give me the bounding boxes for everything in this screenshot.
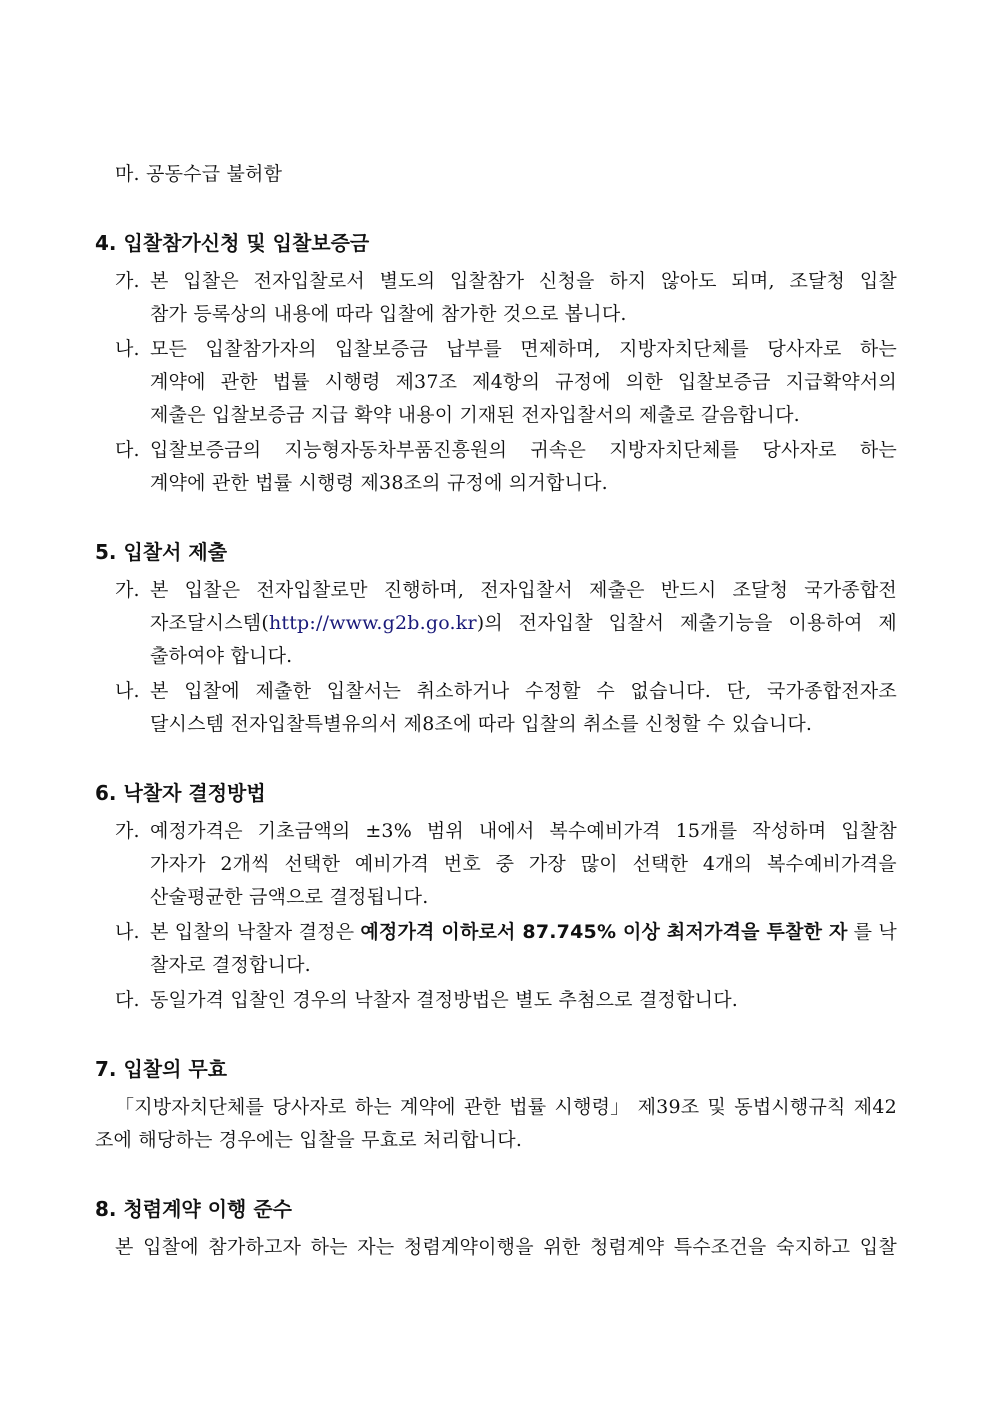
section-4-na-line1 <box>150 336 897 362</box>
word: 제출한 <box>255 680 312 702</box>
item-ma-joint-supply: 마. 공동수급 불허함 <box>115 163 283 185</box>
word: 본 <box>150 579 169 601</box>
word: 숙지하고 <box>776 1236 851 1258</box>
section-5-na-line1 <box>150 678 897 704</box>
word: 복수예비가격 <box>549 820 661 842</box>
word: 2개씩 <box>220 853 270 875</box>
word: 전자입찰 <box>518 612 593 634</box>
word: 신청을 <box>538 270 595 292</box>
word: 선택한 <box>284 853 341 875</box>
word: 의한 <box>625 371 663 393</box>
section-4-ga-line2: 참가 등록상의 내용에 따라 입찰에 참가한 것으로 봅니다. <box>150 303 627 325</box>
word: 지방자치단체를 <box>609 439 740 461</box>
word: 청렴계약 <box>589 1236 665 1258</box>
section-6-na-mark: 나. <box>115 921 140 943</box>
word: 가자가 <box>150 853 206 875</box>
word: 가장 <box>528 853 566 875</box>
word: 하는 <box>354 1096 392 1118</box>
word: 지급확약서의 <box>785 371 897 393</box>
word: 면제하며, <box>520 338 601 360</box>
word: 하는 <box>310 1236 348 1258</box>
word: 번호 <box>443 853 481 875</box>
word: 당사자로 <box>767 338 842 360</box>
word: 관한 <box>220 371 258 393</box>
section-6-da-mark: 다. <box>115 989 140 1011</box>
section-6-na-line2: 찰자로 결정합니다. <box>150 954 311 976</box>
word: 모든 <box>150 338 188 360</box>
word: 수 <box>596 680 615 702</box>
word: 전자입찰서 <box>480 579 573 601</box>
word: 수정할 <box>525 680 581 702</box>
section-5-heading: 5. 입찰서 제출 <box>95 540 228 564</box>
word: 범위 <box>426 820 464 842</box>
word: 국가종합전자조 <box>767 680 897 702</box>
word: 입찰 <box>859 270 897 292</box>
word: 본 <box>115 1236 134 1258</box>
word: 입찰보증금 <box>677 371 771 393</box>
word: 하지 <box>609 270 647 292</box>
section-4-da-line2: 계약에 관한 법률 시행령 제38조의 규정에 의거합니다. <box>150 472 608 494</box>
word: 조달청 <box>789 270 846 292</box>
word: 위한 <box>543 1236 581 1258</box>
section-4-na-line2 <box>150 369 897 395</box>
word: 본 <box>150 680 169 702</box>
word: 시행령 <box>324 371 381 393</box>
section-6-na-line1 <box>150 919 897 945</box>
word: 제4항의 <box>472 371 541 393</box>
word: 입찰보증금의 <box>150 439 262 461</box>
word: 청렴계약이행을 <box>403 1236 534 1258</box>
word: 조달청 <box>732 579 789 601</box>
word: 특수조건을 <box>673 1236 767 1258</box>
word: 참가하고자 <box>208 1236 302 1258</box>
word: 입찰참 <box>841 820 897 842</box>
word: 본 <box>150 270 169 292</box>
section-5-ga-mark: 가. <box>115 579 140 601</box>
word: )의 <box>476 612 503 634</box>
word: 이용하여 <box>788 612 863 634</box>
word: 관한 <box>463 1096 502 1118</box>
word: 단, <box>726 680 752 702</box>
word: 동법시행규칙 <box>734 1096 846 1118</box>
word: 당사자로 <box>762 439 837 461</box>
section-5-na-mark: 나. <box>115 680 140 702</box>
word: 기초금액의 <box>257 820 351 842</box>
award-decision-suffix: 를 낙 <box>853 921 897 943</box>
word: 계약에 <box>400 1096 456 1118</box>
word: 별도의 <box>379 270 436 292</box>
word: 법률 <box>509 1096 547 1118</box>
section-4-da-line1 <box>150 437 897 463</box>
word: 귀속은 <box>530 439 587 461</box>
word: 시행령」 <box>554 1096 630 1118</box>
word: 복수예비가격을 <box>766 853 897 875</box>
word: 제 <box>878 612 897 634</box>
section-6-ga-mark: 가. <box>115 820 140 842</box>
word: 없습니다. <box>630 680 711 702</box>
word: ±3% <box>365 820 412 842</box>
word: 전자입찰로만 <box>256 579 368 601</box>
word: 규정에 <box>555 371 611 393</box>
section-6-ga-line1 <box>150 818 897 844</box>
section-4-na-mark: 나. <box>115 338 140 360</box>
word: 작성하며 <box>752 820 827 842</box>
section-4-na-line3: 제출은 입찰보증금 지급 확약 내용이 기재된 전자입찰서의 제출로 갈음합니다. <box>150 404 800 426</box>
section-7-line1 <box>115 1094 897 1120</box>
word: 입찰서 <box>608 612 665 634</box>
word: 전자입찰로서 <box>253 270 365 292</box>
word: 입찰은 <box>183 270 239 292</box>
section-4-ga-mark: 가. <box>115 270 140 292</box>
section-7-heading: 7. 입찰의 무효 <box>95 1057 228 1081</box>
section-8-line1 <box>115 1234 897 1260</box>
word: 예비가격 <box>354 853 430 875</box>
word: 내에서 <box>478 820 535 842</box>
word: 입찰에 <box>184 680 240 702</box>
word: 많이 <box>580 853 618 875</box>
word: 제출은 <box>589 579 645 601</box>
word: 입찰보증금 <box>335 338 428 360</box>
section-6-ga-line3: 산술평균한 금액으로 결정됩니다. <box>150 886 429 908</box>
word: 않아도 <box>661 270 717 292</box>
word: 자는 <box>357 1236 395 1258</box>
word: 반드시 <box>660 579 717 601</box>
section-4-da-mark: 다. <box>115 439 140 461</box>
word: 진행하며, <box>383 579 465 601</box>
word: 제37조 <box>395 371 458 393</box>
word: 입찰은 <box>184 579 241 601</box>
word: 국가종합전 <box>804 579 897 601</box>
word: 입찰참가자의 <box>205 338 317 360</box>
word: 당사자로 <box>272 1096 347 1118</box>
section-5-ga-line2 <box>150 610 897 636</box>
word: 입찰 <box>859 1236 897 1258</box>
section-6-ga-line2 <box>150 851 897 877</box>
word: 예정가격은 <box>150 820 243 842</box>
word: 하는 <box>859 338 897 360</box>
section-5-na-line2: 달시스템 전자입찰특별유의서 제8조에 따라 입찰의 취소를 신청할 수 있습니다. <box>150 713 813 735</box>
section-5-ga-line1 <box>150 577 897 603</box>
section-6-da-line1: 동일가격 입찰인 경우의 낙찰자 결정방법은 별도 추첨으로 결정합니다. <box>150 989 738 1011</box>
award-decision-prefix: 본 입찰의 낙찰자 결정은 <box>150 921 355 943</box>
section-8-heading: 8. 청렴계약 이행 준수 <box>95 1197 292 1221</box>
award-criteria-bold: 예정가격 이하로서 87.745% 이상 최저가격을 투찰한 자 <box>360 921 848 943</box>
word: 취소하거나 <box>416 680 510 702</box>
word: 지방자치단체를 <box>619 338 749 360</box>
word: 입찰참가 <box>449 270 525 292</box>
word: 제42 <box>853 1096 897 1118</box>
word: 하는 <box>859 439 897 461</box>
g2b-url-link[interactable]: http://www.g2b.go.kr <box>268 612 477 634</box>
word: 되며, <box>731 270 775 292</box>
word: 중 <box>495 853 515 875</box>
word: 15개를 <box>675 820 738 842</box>
word: 계약에 <box>150 371 206 393</box>
word: 입찰에 <box>143 1236 199 1258</box>
word: 법률 <box>272 371 310 393</box>
section-5-ga-line3: 출하여야 합니다. <box>150 645 293 667</box>
word: 제39조 <box>637 1096 700 1118</box>
section-7-line2: 조에 해당하는 경우에는 입찰을 무효로 처리합니다. <box>95 1129 523 1151</box>
section-6-heading: 6. 낙찰자 결정방법 <box>95 781 266 805</box>
word: 납부를 <box>446 338 502 360</box>
system-name-prefix: 자조달시스템( <box>150 612 269 634</box>
word: 4개의 <box>702 853 753 875</box>
word: 지능형자동차부품진흥원의 <box>284 439 508 461</box>
word: 입찰서는 <box>326 680 401 702</box>
word: 제출기능을 <box>679 612 773 634</box>
word: 「지방자치단체를 <box>115 1096 265 1118</box>
section-4-ga-line1 <box>150 268 897 294</box>
word: 및 <box>707 1096 727 1118</box>
section-4-heading: 4. 입찰참가신청 및 입찰보증금 <box>95 231 370 255</box>
word: 선택한 <box>632 853 689 875</box>
